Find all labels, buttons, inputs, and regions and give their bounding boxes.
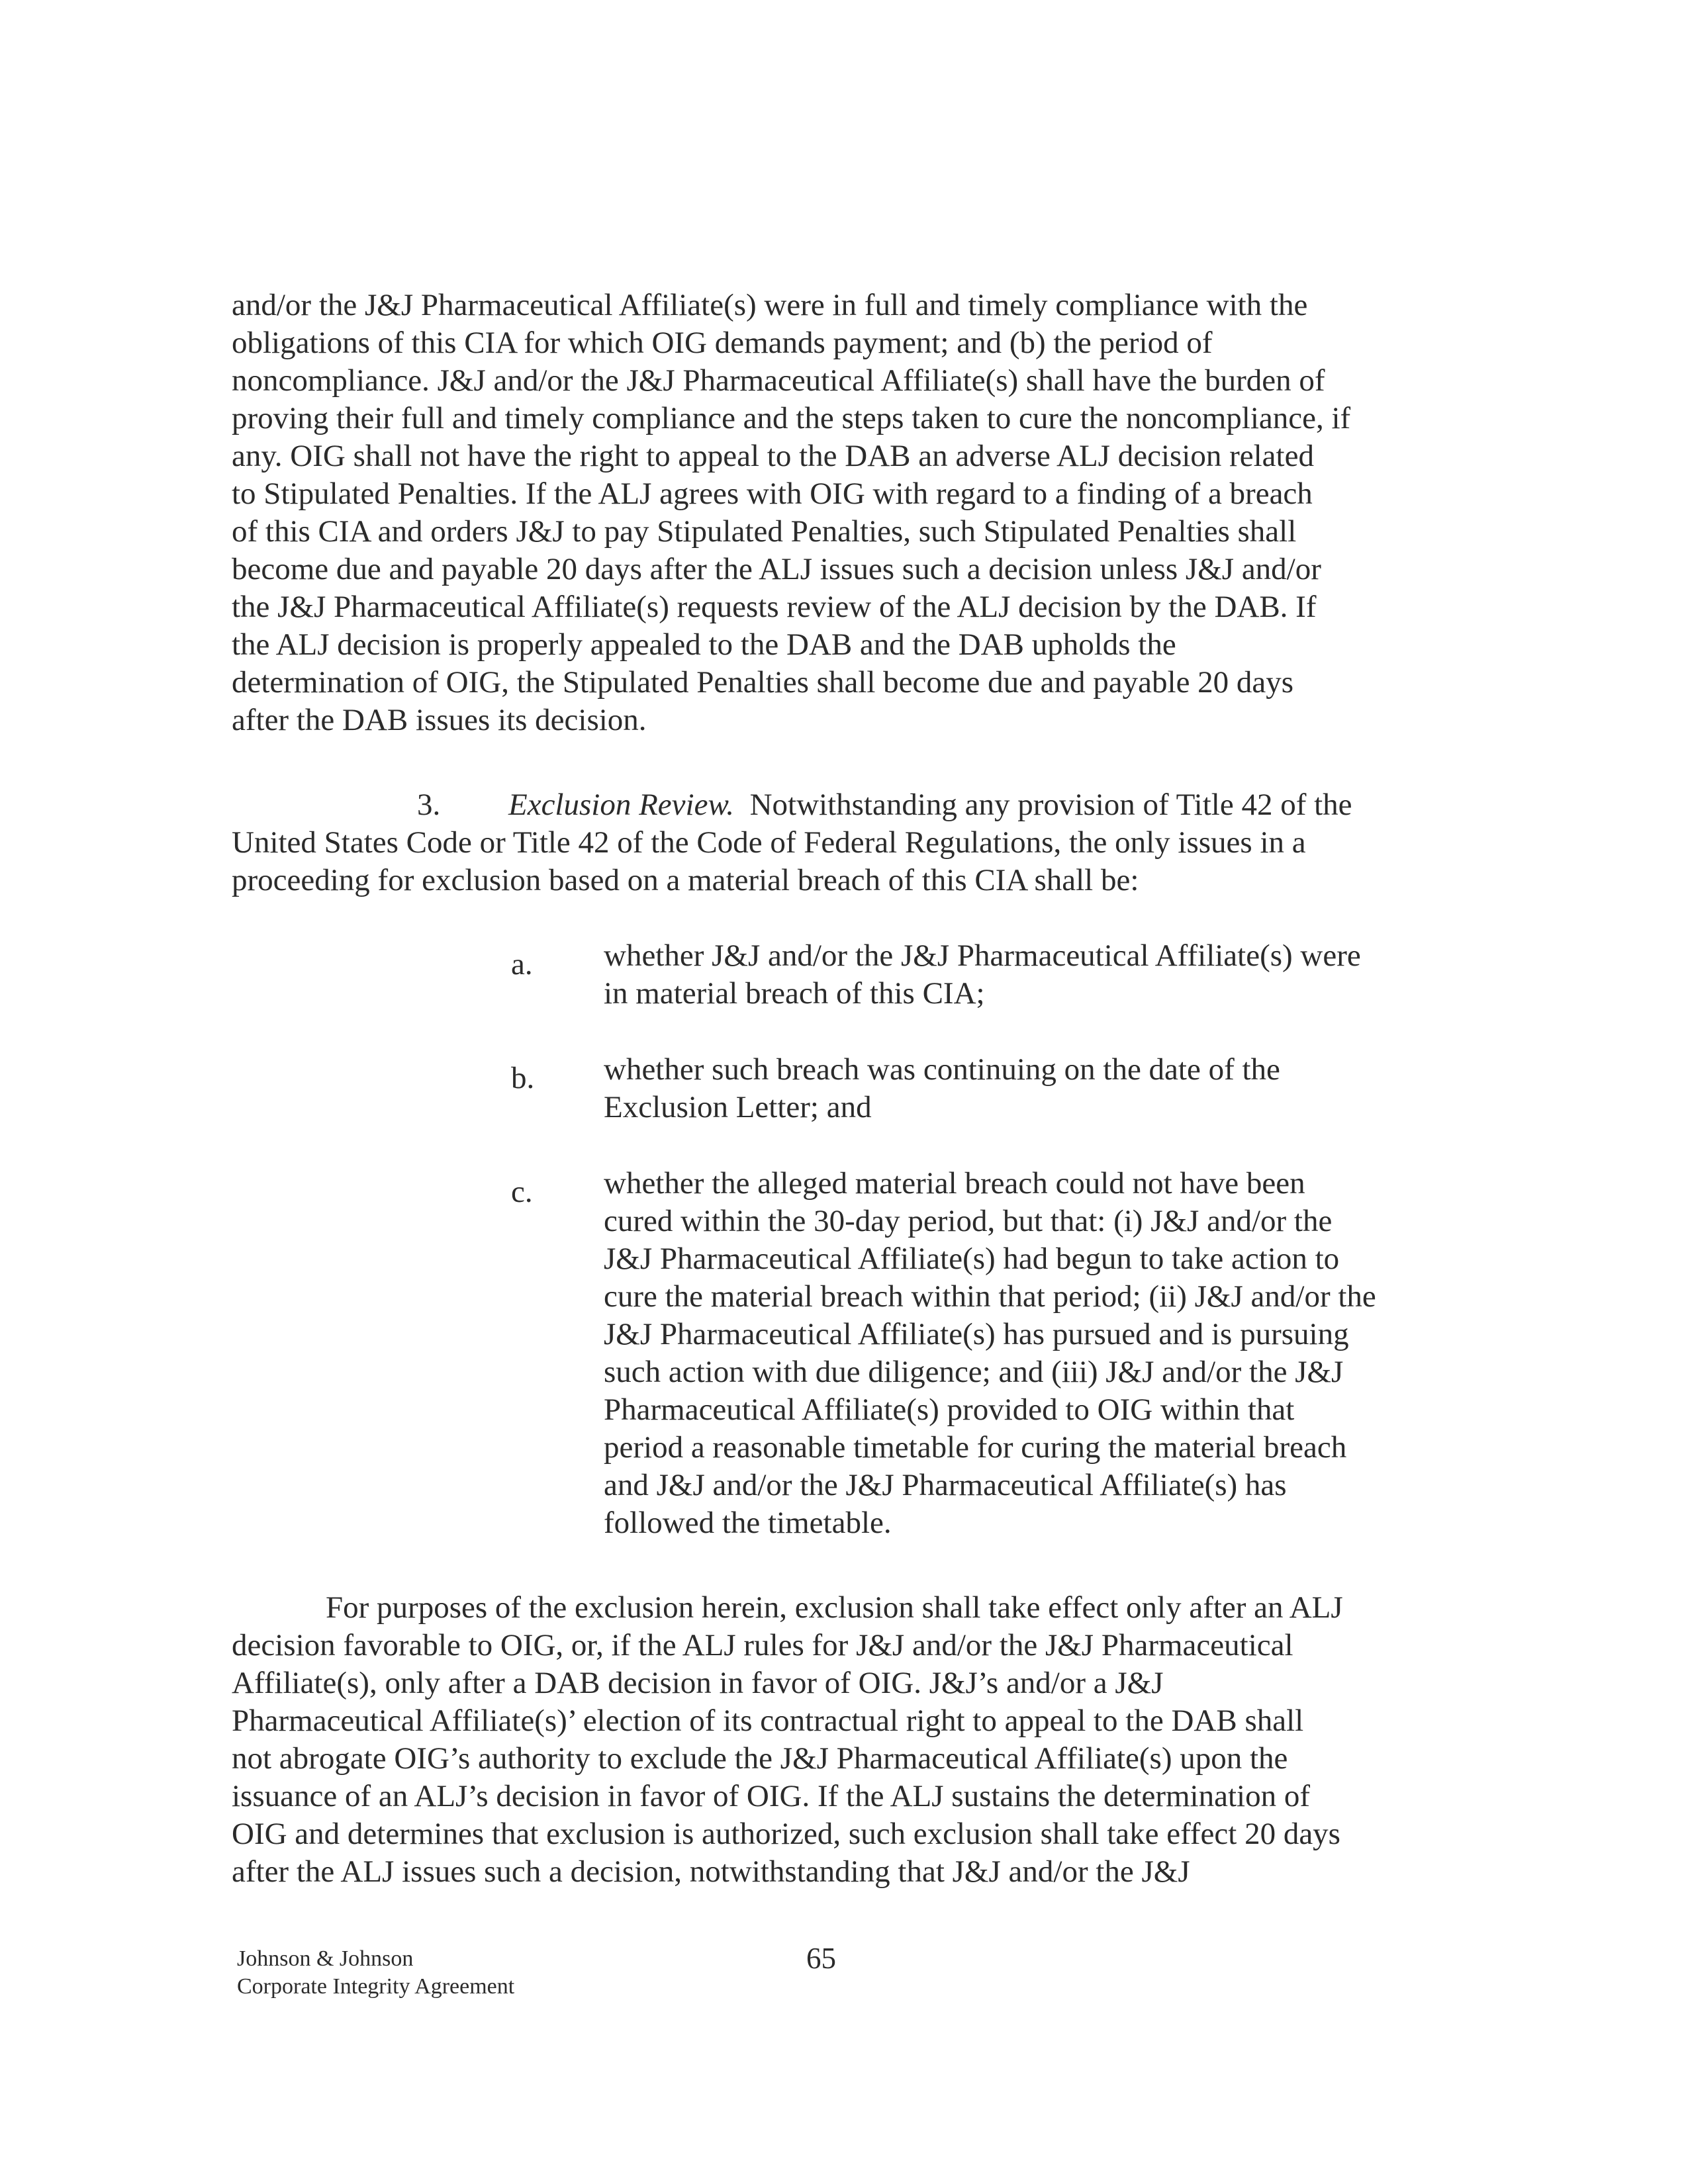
text-line: Pharmaceutical Affiliate(s) provided to OIG within that xyxy=(604,1392,1295,1427)
text-line: Affiliate(s), only after a DAB decision in favor of OIG. J&J’s and/or a J&J xyxy=(232,1666,1164,1700)
text-line: the J&J Pharmaceutical Affiliate(s) requests review of the ALJ decision by the DAB. If xyxy=(232,590,1317,624)
text-line: cured within the 30-day period, but that: (i) J&J and/or the xyxy=(604,1204,1333,1238)
text-line: such action with due diligence; and (iii) J&J and/or the J&J xyxy=(604,1355,1344,1389)
section-first-line xyxy=(508,786,1352,824)
text-line: determination of OIG, the Stipulated Penalties shall become due and payable 20 days xyxy=(232,665,1294,700)
text-line: Exclusion Letter; and xyxy=(604,1090,872,1124)
list-item-letter: a. xyxy=(511,947,533,981)
text-line: proving their full and timely compliance and the steps taken to cure the noncompliance, if xyxy=(232,401,1351,435)
section-first-line-text: Notwithstanding any provision of Title 42 of the xyxy=(749,788,1352,822)
text-line: OIG and determines that exclusion is authorized, such exclusion shall take effect 20 days xyxy=(232,1817,1340,1851)
text-line: any. OIG shall not have the right to appeal to the DAB an adverse ALJ decision related xyxy=(232,439,1314,473)
text-line: issuance of an ALJ’s decision in favor of OIG. If the ALJ sustains the determination of xyxy=(232,1779,1310,1813)
text-line: J&J Pharmaceutical Affiliate(s) had begun to take action to xyxy=(604,1242,1340,1276)
text-line: whether J&J and/or the J&J Pharmaceutical Affiliate(s) were xyxy=(604,938,1361,973)
footer-document-title: Corporate Integrity Agreement xyxy=(237,1974,515,1999)
text-line: followed the timetable. xyxy=(604,1506,892,1540)
text-line: proceeding for exclusion based on a material breach of this CIA shall be: xyxy=(232,863,1139,897)
text-line: after the DAB issues its decision. xyxy=(232,703,647,737)
text-line: of this CIA and orders J&J to pay Stipulated Penalties, such Stipulated Penalties shall xyxy=(232,514,1297,549)
section-number: 3. xyxy=(417,788,441,822)
text-line: cure the material breach within that period; (ii) J&J and/or the xyxy=(604,1279,1376,1314)
text-line: United States Code or Title 42 of the Code of Federal Regulations, the only issues in a xyxy=(232,825,1306,860)
footer-company: Johnson & Johnson xyxy=(237,1946,414,1971)
text-line: in material breach of this CIA; xyxy=(604,976,985,1011)
page-number: 65 xyxy=(806,1942,836,1975)
text-line: decision favorable to OIG, or, if the ALJ rules for J&J and/or the J&J Pharmaceutical xyxy=(232,1628,1293,1662)
text-line: become due and payable 20 days after the ALJ issues such a decision unless J&J and/or xyxy=(232,552,1321,586)
text-line: the ALJ decision is properly appealed to the DAB and the DAB upholds the xyxy=(232,627,1176,662)
text-line: not abrogate OIG’s authority to exclude the J&J Pharmaceutical Affiliate(s) upon the xyxy=(232,1741,1288,1776)
text-line: noncompliance. J&J and/or the J&J Pharmaceutical Affiliate(s) shall have the burden of xyxy=(232,363,1325,398)
section-title: Exclusion Review. xyxy=(508,788,735,822)
list-item-letter: c. xyxy=(511,1175,533,1209)
text-line: and J&J and/or the J&J Pharmaceutical Affiliate(s) has xyxy=(604,1468,1287,1502)
text-line: Pharmaceutical Affiliate(s)’ election of its contractual right to appeal to the DAB shall xyxy=(232,1704,1304,1738)
text-line: period a reasonable timetable for curing the material breach xyxy=(604,1430,1347,1465)
text-line: to Stipulated Penalties. If the ALJ agrees with OIG with regard to a finding of a breach xyxy=(232,477,1313,511)
text-line: whether the alleged material breach could not have been xyxy=(604,1166,1305,1201)
text-line: For purposes of the exclusion herein, exclusion shall take effect only after an ALJ xyxy=(326,1590,1343,1625)
text-line: whether such breach was continuing on the date of the xyxy=(604,1052,1280,1087)
text-line: J&J Pharmaceutical Affiliate(s) has pursued and is pursuing xyxy=(604,1317,1349,1351)
text-line: after the ALJ issues such a decision, notwithstanding that J&J and/or the J&J xyxy=(232,1854,1190,1889)
list-item-letter: b. xyxy=(511,1061,535,1095)
text-line: and/or the J&J Pharmaceutical Affiliate(s) were in full and timely compliance with the xyxy=(232,288,1308,322)
text-line: obligations of this CIA for which OIG demands payment; and (b) the period of xyxy=(232,326,1213,360)
